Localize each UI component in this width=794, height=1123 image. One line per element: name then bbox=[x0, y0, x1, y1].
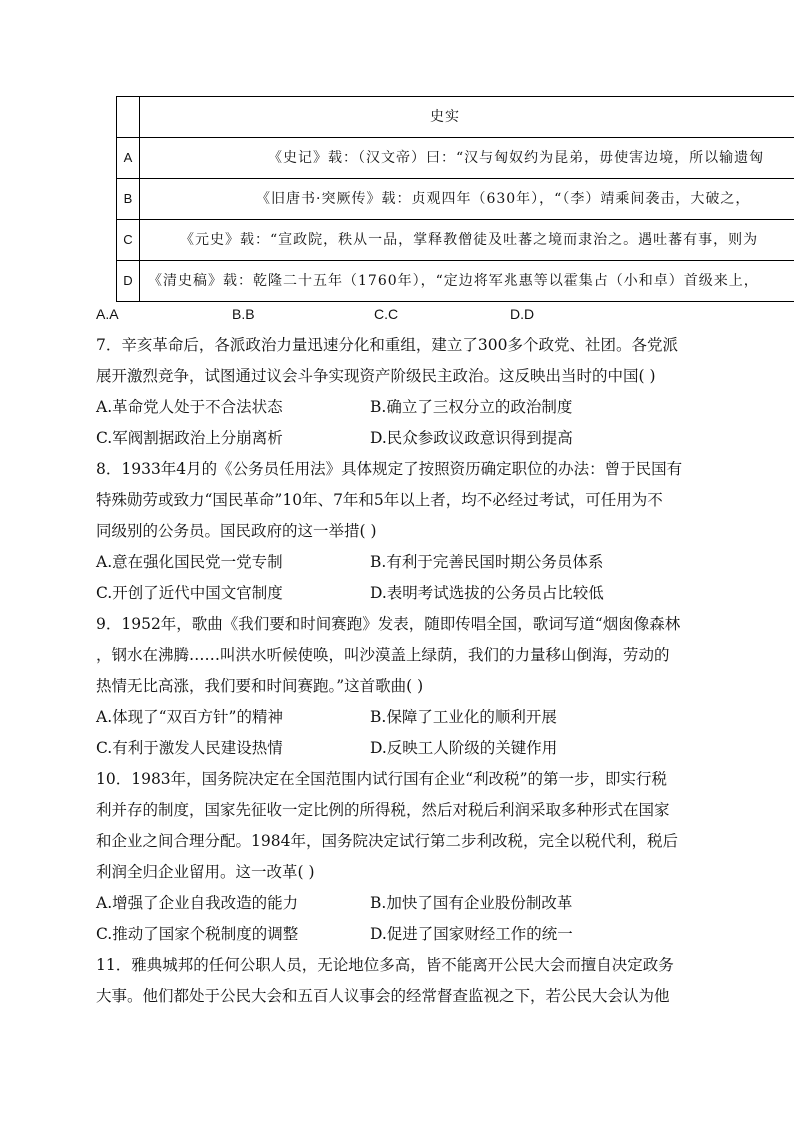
option-d[interactable]: D.民众参政议政意识得到提高 bbox=[370, 429, 573, 447]
question-10 bbox=[96, 764, 696, 950]
option-row bbox=[96, 547, 696, 578]
option-d[interactable]: D.表明考试选拔的公务员占比较低 bbox=[370, 584, 604, 602]
question-8 bbox=[96, 454, 696, 609]
table-corner-cell bbox=[117, 97, 140, 138]
option-row bbox=[96, 702, 696, 733]
option-c[interactable]: C.开创了近代中国文官制度 bbox=[96, 584, 283, 602]
q6-option-b[interactable]: B.B bbox=[232, 306, 255, 322]
question-line: 8．1933年4月的《公务员任用法》具体规定了按照资历确定职位的办法：曾于民国有 bbox=[96, 460, 683, 478]
question-line: ，钢水在沸腾……叫洪水听候使唤，叫沙漠盖上绿荫，我们的力量移山倒海，劳动的 bbox=[96, 646, 670, 664]
question-line: 10．1983年，国务院决定在全国范围内试行国有企业“利改税”的第一步，即实行税 bbox=[96, 770, 668, 788]
option-a[interactable]: A.意在强化国民党一党专制 bbox=[96, 553, 283, 571]
option-row bbox=[96, 423, 696, 454]
option-d[interactable]: D.反映工人阶级的关键作用 bbox=[370, 739, 558, 757]
row-fact: 《史记》载：（汉文帝）曰：“汉与匈奴约为昆弟，毋使害边境，所以输遗匈 bbox=[140, 138, 794, 179]
option-b[interactable]: B.保障了工业化的顺利开展 bbox=[370, 708, 557, 726]
q6-option-d[interactable]: D.D bbox=[510, 306, 535, 322]
table-row bbox=[117, 220, 794, 261]
option-row bbox=[96, 733, 696, 764]
question-line: 11．雅典城邦的任何公职人员，无论地位多高，皆不能离开公民大会而擅自决定政务 bbox=[96, 956, 674, 974]
q6-option-a[interactable]: A.A bbox=[96, 306, 119, 322]
question-line: 9．1952年，歌曲《我们要和时间赛跑》发表，随即传唱全国，歌词写道“烟囱像森林 bbox=[96, 615, 681, 633]
option-row bbox=[96, 888, 696, 919]
row-fact: 《清史稿》载：乾隆二十五年（1760年），“定边将军兆惠等以霍集占（小和卓）首级来上， bbox=[140, 261, 794, 302]
option-d[interactable]: D.促进了国家财经工作的统一 bbox=[370, 925, 573, 943]
option-a[interactable]: A.革命党人处于不合法状态 bbox=[96, 398, 283, 416]
question-line: 利润全归企业留用。这一改革( ) bbox=[96, 863, 315, 881]
option-b[interactable]: B.加快了国有企业股份制改革 bbox=[370, 894, 573, 912]
historical-facts-table bbox=[116, 96, 794, 308]
question-line: 热情无比高涨，我们要和时间赛跑。”这首歌曲( ) bbox=[96, 677, 424, 695]
option-row bbox=[96, 578, 696, 609]
question-line: 同级别的公务员。国民政府的这一举措( ) bbox=[96, 522, 377, 540]
table-row bbox=[117, 179, 794, 220]
row-letter: D bbox=[117, 261, 140, 302]
option-c[interactable]: C.推动了国家个税制度的调整 bbox=[96, 925, 299, 943]
table-header-row bbox=[117, 97, 794, 138]
question-9 bbox=[96, 609, 696, 764]
option-row bbox=[96, 919, 696, 950]
q6-option-c[interactable]: C.C bbox=[374, 306, 399, 322]
option-c[interactable]: C.军阀割据政治上分崩离析 bbox=[96, 429, 283, 447]
row-letter: B bbox=[117, 179, 140, 220]
question-7 bbox=[96, 330, 696, 454]
option-b[interactable]: B.有利于完善民国时期公务员体系 bbox=[370, 553, 604, 571]
row-letter: C bbox=[117, 220, 140, 261]
row-letter: A bbox=[117, 138, 140, 179]
question-line: 大事。他们都处于公民大会和五百人议事会的经常督查监视之下，若公民大会认为他 bbox=[96, 987, 670, 1005]
question-line: 展开激烈竞争，试图通过议会斗争实现资产阶级民主政治。这反映出当时的中国( ) bbox=[96, 367, 656, 385]
row-fact: 《旧唐书·突厥传》载：贞观四年（630年），“（李）靖乘间袭击，大破之， bbox=[140, 179, 794, 220]
option-row bbox=[96, 392, 696, 423]
row-fact: 《元史》载：“宣政院，秩从一品，掌释教僧徒及吐蕃之境而隶治之。遇吐蕃有事，则为 bbox=[140, 220, 794, 261]
option-a[interactable]: A.体现了“双百方针”的精神 bbox=[96, 708, 283, 726]
table-row bbox=[117, 261, 794, 302]
table-row bbox=[117, 138, 794, 179]
question-line: 利并存的制度，国家先征收一定比例的所得税，然后对税后利润采取多种形式在国家 bbox=[96, 801, 670, 819]
option-b[interactable]: B.确立了三权分立的政治制度 bbox=[370, 398, 573, 416]
question-line: 特殊勋劳或致力“国民革命”10年、7年和5年以上者，均不必经过考试，可任用为不 bbox=[96, 491, 663, 509]
question-line: 和企业之间合理分配。1984年，国务院决定试行第二步利改税，完全以税代利，税后 bbox=[96, 832, 678, 850]
question-line: 7．辛亥革命后，各派政治力量迅速分化和重组，建立了300多个政党、社团。各党派 bbox=[96, 336, 678, 354]
option-a[interactable]: A.增强了企业自我改造的能力 bbox=[96, 894, 299, 912]
question-11 bbox=[96, 950, 696, 1012]
table-header-cell: 史实 bbox=[140, 97, 794, 138]
option-c[interactable]: C.有利于激发人民建设热情 bbox=[96, 739, 283, 757]
